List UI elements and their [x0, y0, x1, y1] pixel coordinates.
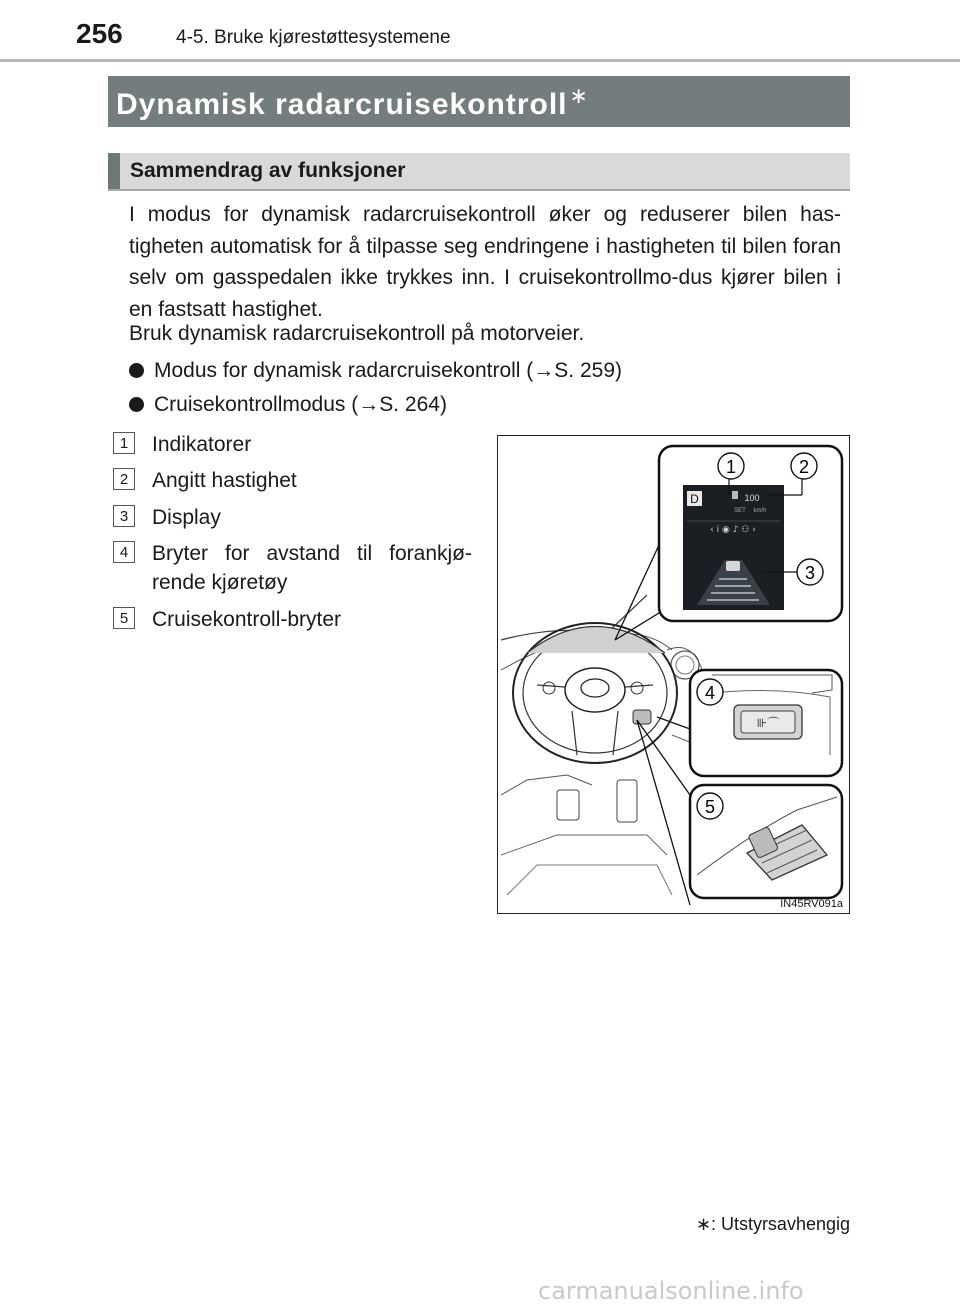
callout-4: 4 [704, 683, 716, 703]
page-number: 256 [76, 18, 123, 49]
display-unit: km/h [753, 508, 767, 514]
legend-text: Display [152, 506, 221, 529]
callout-3: 3 [804, 563, 816, 583]
legend-number: 2 [113, 468, 135, 490]
legend-number: 4 [113, 541, 135, 563]
page-title [116, 83, 589, 122]
section-title: 4-5. Bruke kjørestøttesystemene [176, 27, 451, 48]
bullet-text: Cruisekontrollmodus (→S. 264) [154, 393, 447, 416]
legend-text: Indikatorer [152, 433, 252, 456]
legend-text: Bryter for avstand til forankjø-rende kjøretøy [152, 542, 472, 594]
intro-paragraph: I modus for dynamisk radarcruisekontroll øker og reduserer bilen has-tigheten automatisk for å tilpasse seg endringene i hastigheten til bilen foran selv om gasspedalen ikke trykkes inn. I cruisekontrollmo-dus kjører bilen i en fastsatt hastighet. [129, 203, 841, 321]
usage-paragraph: Bruk dynamisk radarcruisekontroll på motorveier. [129, 322, 585, 345]
subheading-bar [108, 153, 120, 189]
svg-text:‹ i ◉ ♪ ⚇ ›: ‹ i ◉ ♪ ⚇ › [710, 525, 756, 535]
dashboard-figure [497, 435, 850, 914]
bullet-text: Modus for dynamisk radarcruisekontroll (→S. 259) [154, 359, 623, 382]
dashboard-illustration [497, 435, 850, 914]
footnote [696, 1214, 850, 1235]
page-title-text: Dynamisk radarcruisekontroll [116, 88, 568, 121]
bullet-dot [129, 397, 144, 412]
bullet-item [129, 393, 447, 417]
display-gear: D [690, 492, 699, 506]
svg-text:⊪⌒: ⊪⌒ [756, 716, 780, 730]
subheading: Sammendrag av funksjoner [130, 159, 406, 182]
callout-1: 1 [725, 457, 737, 477]
page-header [0, 0, 960, 62]
image-code: IN45RV091a [780, 898, 843, 910]
callout-2: 2 [798, 457, 810, 477]
title-band [108, 76, 850, 127]
subheading-band [108, 153, 850, 191]
watermark: carmanualsonline.info [538, 1277, 804, 1305]
header-rule [0, 59, 960, 62]
legend-number: 5 [113, 607, 135, 629]
legend-text: Angitt hastighet [152, 469, 297, 492]
footnote-text: : Utstyrsavhengig [710, 1214, 850, 1234]
legend-text: Cruisekontroll-bryter [152, 608, 342, 631]
bullet-item [129, 359, 622, 383]
legend-number: 1 [113, 432, 135, 454]
legend-number: 3 [113, 505, 135, 527]
footnote-asterisk: ∗ [695, 1214, 711, 1234]
callout-5: 5 [704, 797, 716, 817]
display-set: SET [734, 508, 746, 514]
bullet-dot [129, 363, 144, 378]
display-speed: 100 [744, 493, 760, 503]
title-asterisk: ∗ [569, 83, 589, 108]
